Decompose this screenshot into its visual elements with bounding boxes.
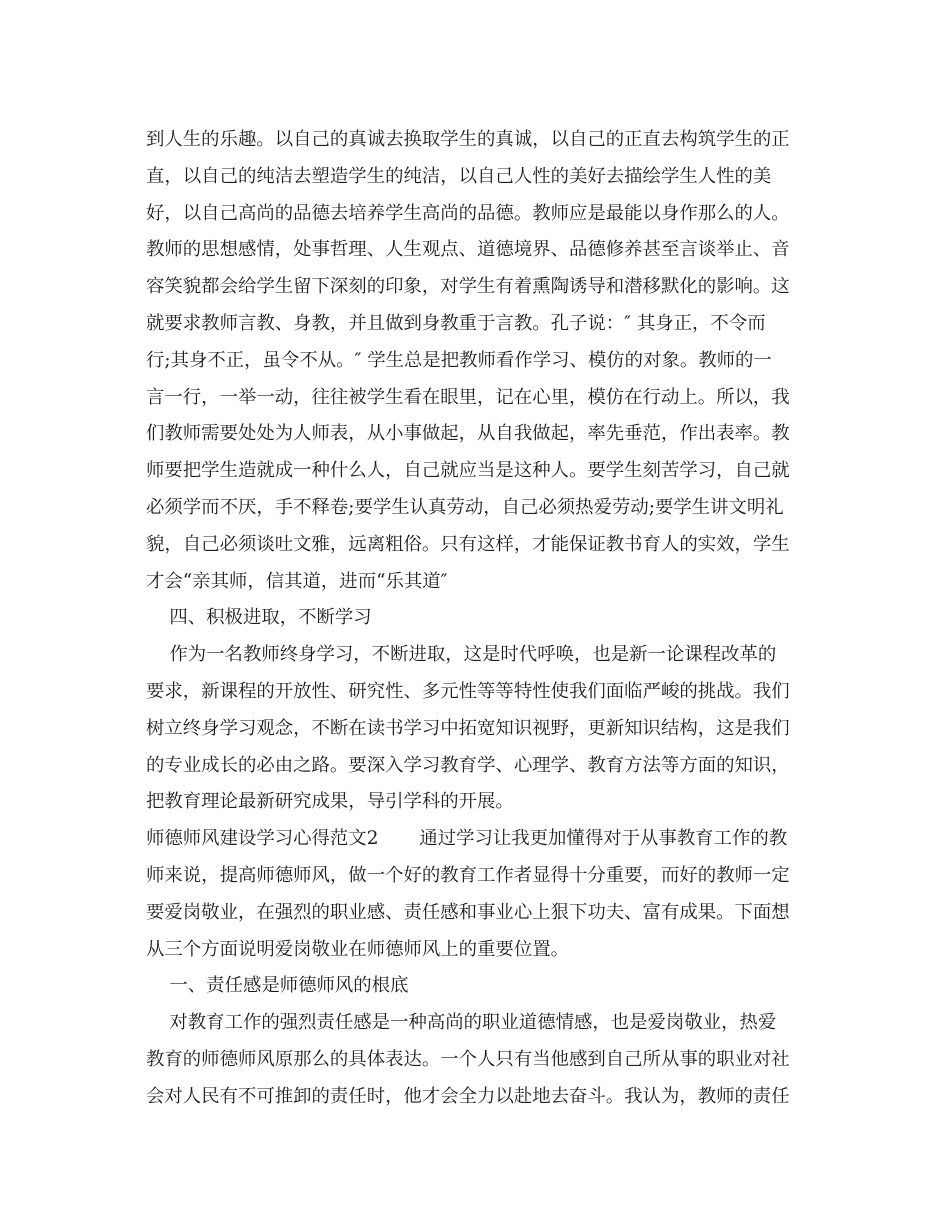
text-line: 行;其身不正，虽令不从。″ 学生总是把教师看作学习、模仿的对象。教师的一	[146, 349, 772, 371]
text-line: 教师的思想感情，处事哲理、人生观点、道德境界、品德修养甚至言谈举止、音	[146, 239, 790, 261]
text-line: 会对人民有不可推卸的责任时，他才会全力以赴地去奋斗。我认为，教师的责任	[146, 1085, 790, 1107]
text-line: 必须学而不厌，手不释卷;要学生认真劳动，自己必须热爱劳动;要学生讲文明礼	[146, 496, 784, 518]
text-line: 才会“亲其师，信其道，进而“乐其道″	[146, 570, 448, 592]
text-line: 要爱岗敬业，在强烈的职业感、责任感和事业心上狠下功夫、富有成果。下面想	[146, 901, 790, 923]
section-heading: 四、积极进取，不断学习	[146, 607, 372, 629]
text-line: 对教育工作的强烈责任感是一种高尚的职业道德情感，也是爱岗敬业，热爱	[146, 1012, 777, 1034]
text-line: 们教师需要处处为人师表，从小事做起，从自我做起，率先垂范，作出表率。教	[146, 423, 790, 445]
text-line: 从三个方面说明爱岗敬业在师德师风上的重要位置。	[146, 938, 569, 960]
text-line: 到人生的乐趣。以自己的真诚去换取学生的真诚，以自己的正直去构筑学生的正	[146, 129, 790, 150]
text-line: 师来说，提高师德师风，做一个好的教育工作者显得十分重要，而好的教师一定	[146, 864, 790, 886]
article-title-line: 师德师风建设学习心得范文2 通过学习让我更加懂得对于从事教育工作的教	[146, 828, 788, 850]
text-line: 教育的师德师风原那么的具体表达。一个人只有当他感到自己所从事的职业对社	[146, 1048, 790, 1070]
text-line: 把教育理论最新研究成果，导引学科的开展。	[146, 791, 514, 813]
text-line: 的专业成长的必由之路。要深入学习教育学、心理学、教育方法等方面的知识，	[146, 754, 790, 776]
text-line: 貌，自己必须谈吐文雅，远离粗俗。只有这样，才能保证教书育人的实效，学生	[146, 533, 790, 555]
text-line: 树立终身学习观念，不断在读书学习中拓宽知识视野，更新知识结构，这是我们	[146, 717, 790, 739]
text-line: 好，以自己高尚的品德去培养学生高尚的品德。教师应是最能以身作那么的人。	[146, 202, 790, 224]
text-line: 容笑貌都会给学生留下深刻的印象，对学生有着熏陶诱导和潜移默化的影响。这	[146, 276, 790, 298]
text-line: 直，以自己的纯洁去塑造学生的纯洁，以自己人性的美好去描绘学生人性的美	[146, 165, 772, 187]
text-line: 就要求教师言教、身教，并且做到身教重于言教。孔子说：″ 其身正，不令而	[146, 312, 766, 334]
text-line: 师要把学生造就成一种什么人，自己就应当是这种人。要学生刻苦学习，自己就	[146, 460, 790, 482]
text-line: 言一行，一举一动，往往被学生看在眼里，记在心里，模仿在行动上。所以，我	[146, 386, 790, 408]
text-line: 作为一名教师终身学习，不断进取，这是时代呼唤，也是新一论课程改革的	[146, 644, 777, 666]
section-heading: 一、责任感是师德师风的根底	[146, 975, 409, 997]
body-text	[146, 122, 816, 1116]
text-line: 要求，新课程的开放性、研究性、多元性等等特性使我们面临严峻的挑战。我们	[146, 680, 790, 702]
